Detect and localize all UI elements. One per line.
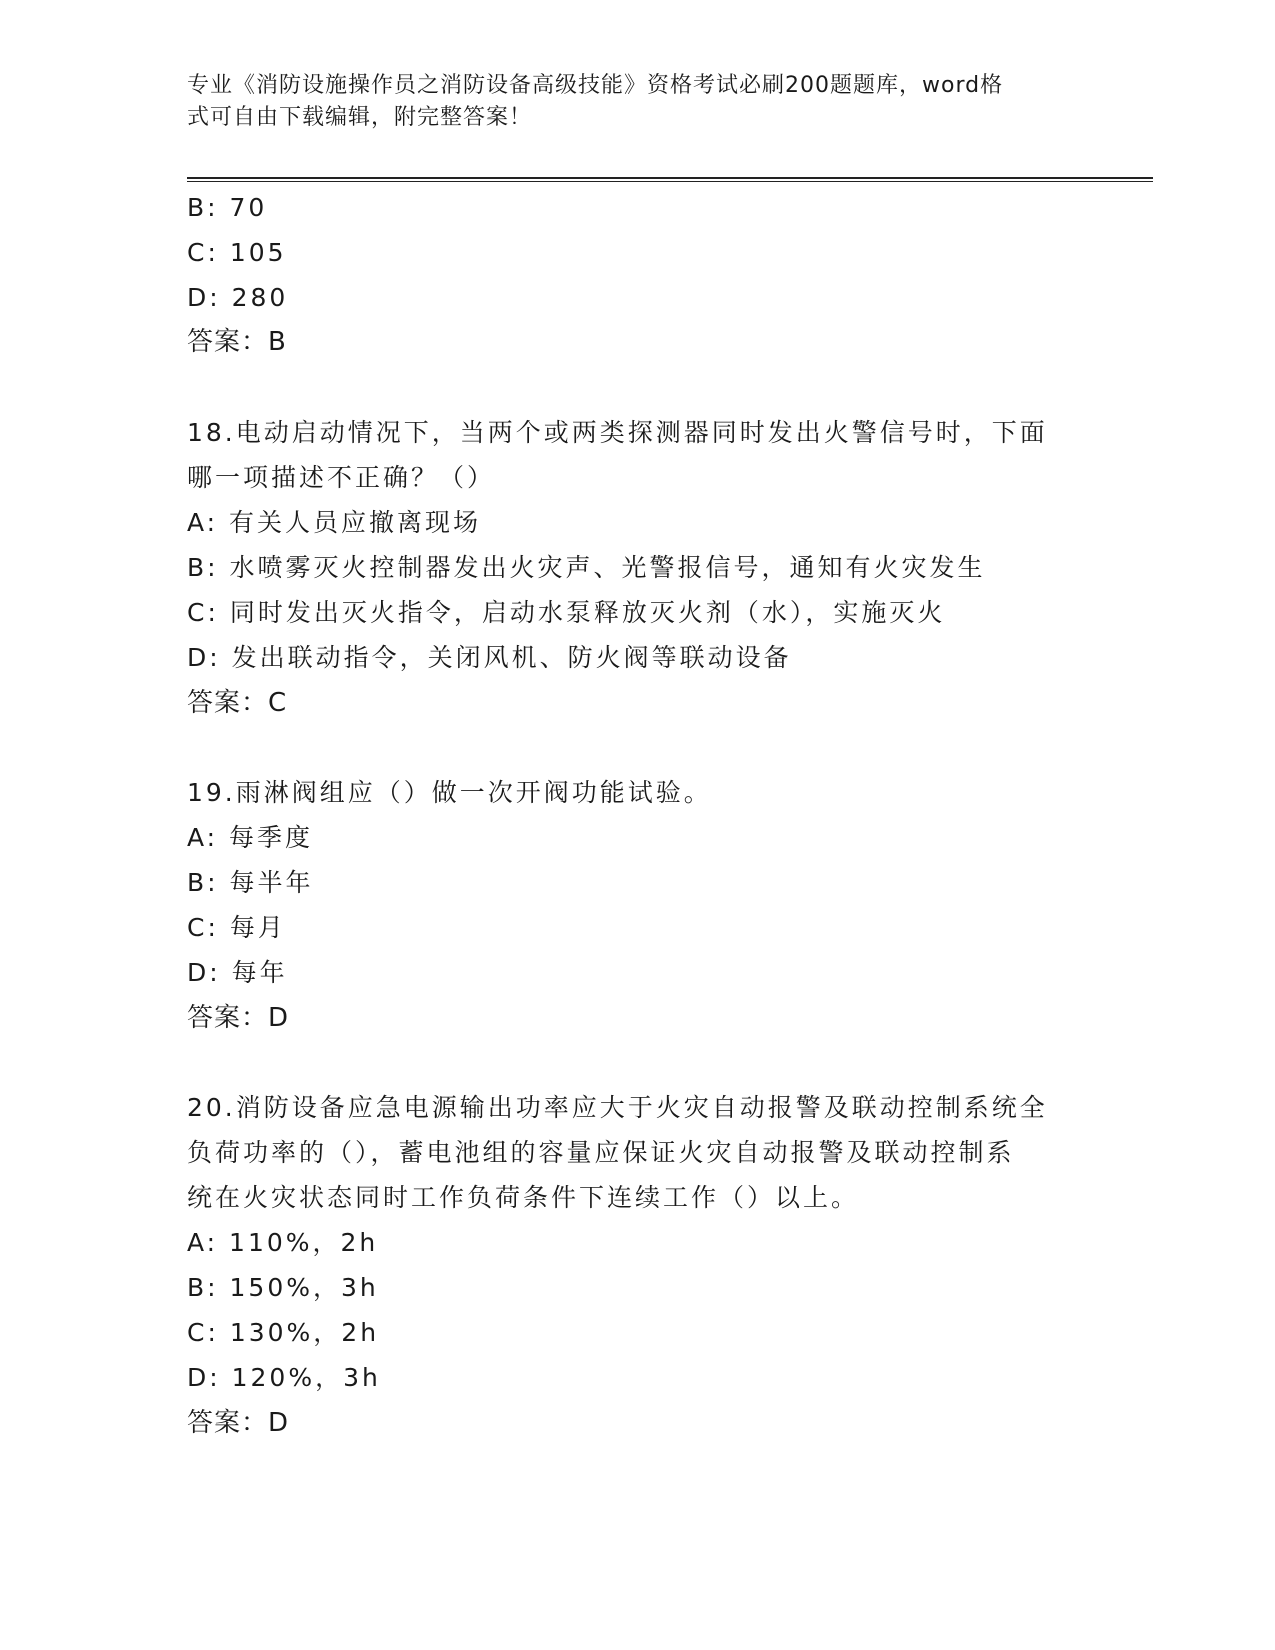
q20-answer: 答案：D: [187, 1408, 290, 1438]
q17-option-c: C: 105: [187, 238, 287, 267]
q20-stem-line-3: 统在火灾状态同时工作负荷条件下连续工作（）以上。: [187, 1183, 860, 1212]
q17-option-d: D: 280: [187, 283, 289, 312]
document-header: [187, 70, 1067, 134]
q19-stem-line-1: 19.雨淋阀组应（）做一次开阀功能试验。: [187, 778, 712, 807]
q18-option-a: A: 有关人员应撤离现场: [187, 508, 482, 537]
q18-option-b: B: 水喷雾灭火控制器发出火灾声、光警报信号，通知有火灾发生: [187, 553, 986, 582]
q19-answer: 答案：D: [187, 1003, 290, 1033]
q20-stem-line-2: 负荷功率的（），蓄电池组的容量应保证火灾自动报警及联动控制系: [187, 1138, 1015, 1167]
q20-stem-line-1: 20.消防设备应急电源输出功率应大于火灾自动报警及联动控制系统全: [187, 1093, 1048, 1122]
q19-option-d: D: 每年: [187, 958, 288, 987]
q18-option-d: D: 发出联动指令，关闭风机、防火阀等联动设备: [187, 643, 792, 672]
q20-option-c: C: 130%，2h: [187, 1318, 380, 1347]
q18-answer: 答案：C: [187, 688, 288, 718]
q20-option-a: A: 110%，2h: [187, 1228, 379, 1257]
header-line-2: 式可自由下载编辑，附完整答案！: [187, 105, 533, 130]
q18-stem-line-1: 18.电动启动情况下，当两个或两类探测器同时发出火警信号时，下面: [187, 418, 1048, 447]
q20-option-d: D: 120%，3h: [187, 1363, 381, 1392]
q20-option-b: B: 150%，3h: [187, 1273, 379, 1302]
header-line-1: 专业《消防设施操作员之消防设备高级技能》资格考试必刷200题题库，word格: [187, 73, 1004, 98]
q19-option-c: C: 每月: [187, 913, 286, 942]
q18-option-c: C: 同时发出灭火指令，启动水泵释放灭火剂（水），实施灭火: [187, 598, 946, 627]
header-divider: [187, 177, 1153, 182]
q18-stem-line-2: 哪一项描述不正确？（）: [187, 463, 496, 492]
q17-option-b: B: 70: [187, 193, 268, 222]
q19-option-a: A: 每季度: [187, 823, 314, 852]
q19-option-b: B: 每半年: [187, 868, 314, 897]
q17-answer: 答案：B: [187, 327, 287, 357]
